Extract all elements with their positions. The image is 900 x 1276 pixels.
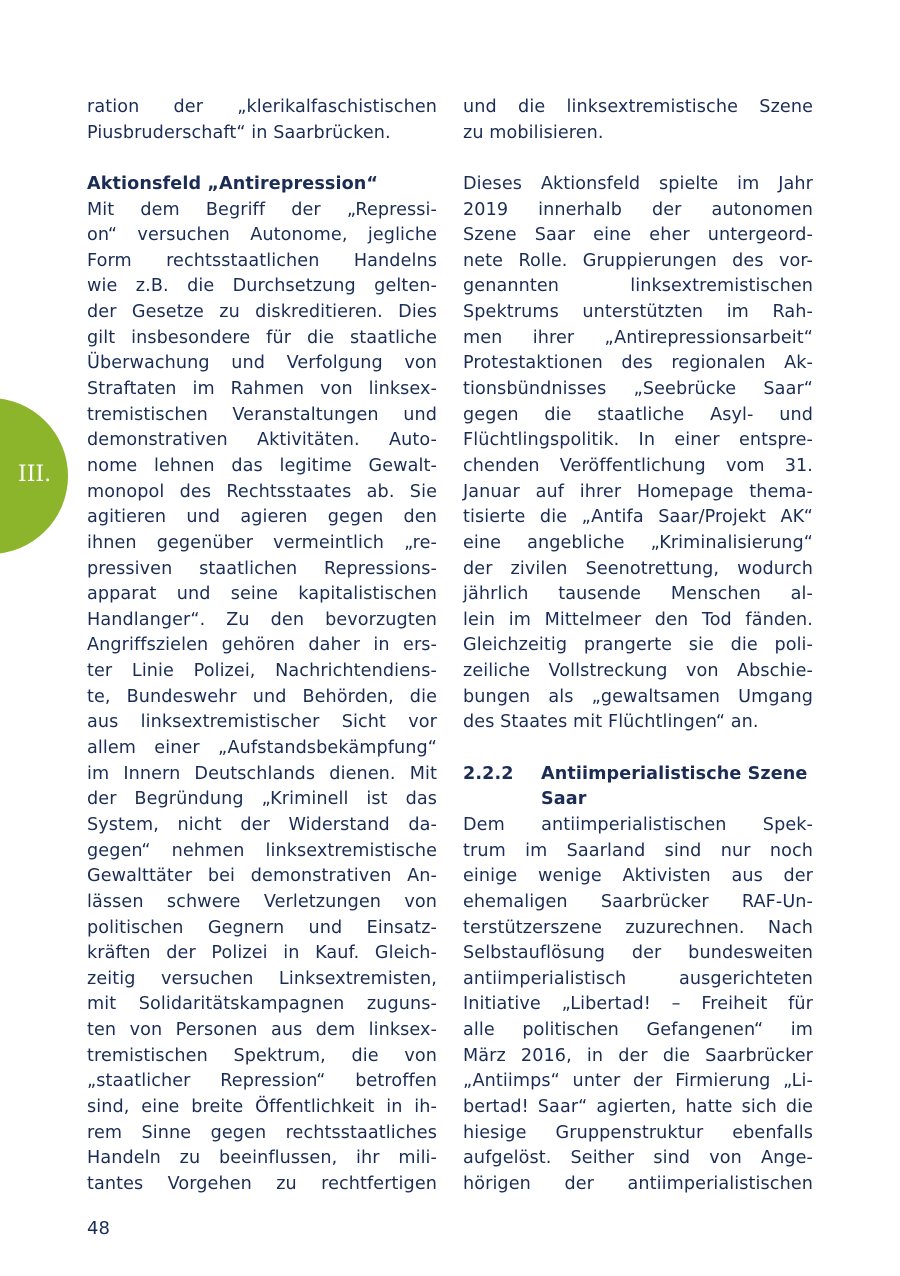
section-title: Antiimperialistische Szene: [541, 763, 808, 784]
text-line: Überwachung und Verfolgung von: [87, 353, 437, 374]
text-line: agitieren und agieren gegen den: [87, 507, 437, 528]
text-line: Dem antiimperialistischen Spek-: [463, 814, 813, 835]
text-line: bertad! Saar“ agierten, hatte sich die: [463, 1096, 813, 1117]
text-line: Straftaten im Rahmen von linksex-: [87, 379, 437, 400]
text-line: monopol des Rechtsstaates ab. Sie: [87, 481, 437, 502]
text-line: hörigen der antiimperialistischen: [463, 1173, 813, 1194]
text-line: Selbstauflösung der bundesweiten: [463, 943, 813, 964]
text-line: einige wenige Aktivisten aus der: [463, 866, 813, 887]
text-line: Mit dem Begriff der „Repressi-: [87, 199, 437, 220]
text-line: antiimperialistisch ausgerichteten: [463, 968, 813, 989]
text-line: politischen Gegnern und Einsatz-: [87, 917, 437, 938]
text-line: Januar auf ihrer Homepage thema-: [463, 481, 813, 502]
text-line: Spektrums unterstützten im Rah-: [463, 302, 813, 323]
text-line: gegen“ nehmen linksextremistische: [87, 840, 437, 861]
text-line: ter Linie Polizei, Nachrichtendiens-: [87, 661, 437, 682]
text-line: gilt insbesondere für die staatliche: [87, 327, 437, 348]
text-line: chenden Veröffentlichung vom 31.: [463, 455, 813, 476]
text-line: demonstrativen Aktivitäten. Auto-: [87, 430, 437, 451]
section-heading-antirepression: Aktionsfeld „Antirepression“: [87, 173, 379, 194]
text-line: tionsbündnisses „Seebrücke Saar“: [463, 379, 813, 400]
text-line: Gewalttäter bei demonstrativen An-: [87, 866, 437, 887]
text-line: eine angebliche „Kriminalisierung“: [463, 532, 813, 553]
text-line: genannten linksextremistischen: [463, 276, 813, 297]
text-line: aufgelöst. Seither sind von Ange-: [463, 1148, 813, 1169]
text-line: hiesige Gruppenstruktur ebenfalls: [463, 1122, 813, 1143]
text-line: wie z.B. die Durchsetzung gelten-: [87, 276, 437, 297]
text-line: zeitig versuchen Linksextremisten,: [87, 968, 437, 989]
text-line: Flüchtlingspolitik. In einer entspre-: [463, 430, 813, 451]
text-line: alle politischen Gefangenen“ im: [463, 1020, 813, 1041]
text-line: zu mobilisieren.: [463, 122, 604, 143]
text-line: Handeln zu beeinflussen, ihr mili-: [87, 1148, 437, 1169]
left-column: [87, 95, 437, 1198]
text-line: Szene Saar eine eher untergeord-: [463, 225, 813, 246]
right-section-paragraph: [463, 813, 813, 1198]
text-line: und die linksextremistische Szene: [463, 97, 813, 117]
text-line: gegen die staatliche Asyl- und: [463, 404, 813, 425]
spacer: [463, 146, 813, 172]
right-paragraph: [463, 172, 813, 736]
text-line: apparat und seine kapitalistischen: [87, 584, 437, 605]
heading-line: [463, 762, 813, 788]
text-line: nome lehnen das legitime Gewalt-: [87, 455, 437, 476]
page-number: 48: [87, 1218, 110, 1239]
text-line: „staatlicher Repression“ betroffen: [87, 1071, 437, 1092]
text-line: jährlich tausende Menschen al-: [463, 584, 813, 605]
text-line: sind, eine breite Öffentlichkeit in ih-: [87, 1096, 437, 1117]
text-line: ihnen gegenüber vermeintlich „re-: [87, 532, 437, 553]
text-line: System, nicht der Widerstand da-: [87, 814, 437, 835]
text-line: Angriffszielen gehören daher in ers-: [87, 635, 437, 656]
text-line: kräften der Polizei in Kauf. Gleich-: [87, 943, 437, 964]
right-column: [463, 95, 813, 1198]
text-line: mit Solidaritätskampagnen zuguns-: [87, 994, 437, 1015]
right-intro: [463, 95, 813, 146]
text-line: men ihrer „Antirepressionsarbeit“: [463, 327, 813, 348]
text-line: Form rechtsstaatlichen Handelns: [87, 250, 437, 271]
text-line: ration der „klerikalfaschistischen: [87, 97, 437, 117]
text-line: aus linksextremistischer Sicht vor: [87, 712, 437, 733]
text-line: tisierte die „Antifa Saar/Projekt AK“: [463, 507, 813, 528]
text-line: tremistischen Veranstaltungen und: [87, 404, 437, 425]
text-line: lässen schwere Verletzungen von: [87, 891, 437, 912]
section-title-continued: Saar: [541, 789, 587, 810]
text-line: Initiative „Libertad! – Freiheit für: [463, 994, 813, 1015]
section-heading-2-2-2: [463, 762, 813, 813]
spacer: [87, 146, 437, 172]
text-line: lein im Mittelmeer den Tod fänden.: [463, 609, 813, 630]
text-line: Protestaktionen des regionalen Ak-: [463, 353, 813, 374]
text-line: ehemaligen Saarbrücker RAF-Un-: [463, 891, 813, 912]
text-line: ten von Personen aus dem linksex-: [87, 1020, 437, 1041]
text-line: 2019 innerhalb der autonomen: [463, 199, 813, 220]
text-line: „Antiimps“ unter der Firmierung „Li-: [463, 1071, 813, 1092]
left-body-paragraph: [87, 198, 437, 1198]
text-line: nete Rolle. Gruppierungen des vor-: [463, 250, 813, 271]
text-line: der zivilen Seenotrettung, wodurch: [463, 558, 813, 579]
text-line: tremistischen Spektrum, die von: [87, 1045, 437, 1066]
text-line: Piusbruderschaft“ in Saarbrücken.: [87, 122, 391, 143]
spacer: [463, 736, 813, 762]
chapter-label: III.: [18, 462, 52, 487]
text-line: des Staates mit Flüchtlingen“ an.: [463, 712, 759, 733]
text-line: on“ versuchen Autonome, jegliche: [87, 225, 437, 246]
text-line: rem Sinne gegen rechtsstaatliches: [87, 1122, 437, 1143]
text-line: pressiven staatlichen Repressions-: [87, 558, 437, 579]
text-line: Dieses Aktionsfeld spielte im Jahr: [463, 173, 813, 194]
text-line: tantes Vorgehen zu rechtfertigen: [87, 1173, 437, 1194]
text-line: Handlanger“. Zu den bevorzugten: [87, 609, 437, 630]
text-line: der Begründung „Kriminell ist das: [87, 789, 437, 810]
text-line: te, Bundeswehr und Behörden, die: [87, 686, 437, 707]
text-line: terstützerszene zuzurechnen. Nach: [463, 917, 813, 938]
text-line: trum im Saarland sind nur noch: [463, 840, 813, 861]
left-intro: [87, 95, 437, 146]
section-number: 2.2.2: [463, 763, 514, 784]
text-line: zeiliche Vollstreckung von Abschie-: [463, 661, 813, 682]
text-line: Gleichzeitig prangerte sie die poli-: [463, 635, 813, 656]
text-line: März 2016, in der die Saarbrücker: [463, 1045, 813, 1066]
text-line: im Innern Deutschlands dienen. Mit: [87, 763, 437, 784]
text-line: allem einer „Aufstandsbekämpfung“: [87, 738, 437, 759]
text-line: bungen als „gewaltsamen Umgang: [463, 686, 813, 707]
text-line: der Gesetze zu diskreditieren. Dies: [87, 302, 437, 323]
